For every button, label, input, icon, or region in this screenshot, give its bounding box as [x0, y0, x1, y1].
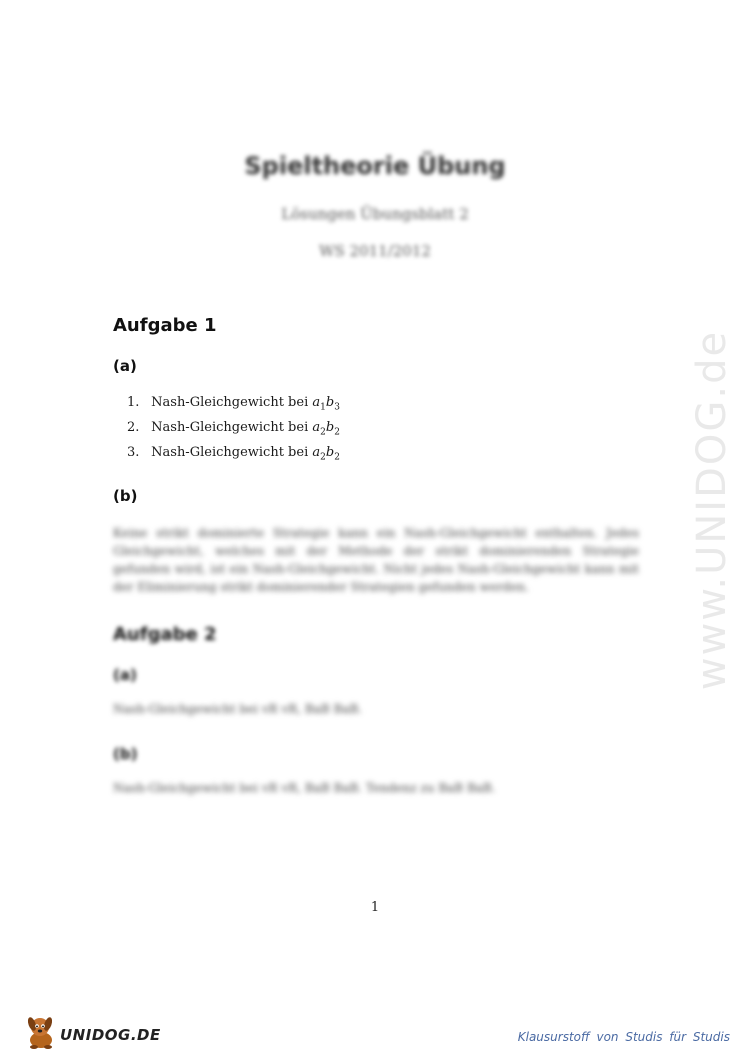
strategy-index: 1 — [320, 402, 326, 413]
list-item-text: Nash-Gleichgewicht bei — [151, 445, 309, 460]
section-heading-aufgabe-1: Aufgabe 1 — [113, 315, 217, 336]
section-heading-aufgabe-2: Aufgabe 2 — [113, 624, 217, 645]
page-number: 1 — [370, 900, 380, 915]
footer-tagline: Klausurstoff von Studis für Studis — [517, 1030, 730, 1044]
strategy-index: 2 — [320, 427, 326, 438]
strategy-symbol: a — [312, 395, 321, 410]
brand-name: UNIDOG.DE — [60, 1026, 161, 1044]
subsection-label-2b: (b) — [113, 745, 138, 763]
strategy-symbol: a — [312, 420, 321, 435]
document-subtitle: Lösungen Übungsblatt 2 — [281, 205, 469, 223]
semester-label: WS 2011/2012 — [319, 242, 431, 260]
subsection-label-2a: (a) — [113, 666, 137, 684]
equilibrium-list — [127, 390, 340, 465]
strategy-symbol: b — [325, 395, 335, 410]
strategy-index: 3 — [334, 402, 340, 413]
answer-2b: Nash-Gleichgewicht bei vR vR, BaB BaB. Tendenz zu BaB BaB. — [113, 781, 496, 795]
strategy-symbol: b — [325, 420, 335, 435]
strategy-index: 2 — [334, 452, 340, 463]
document-title: Spieltheorie Übung — [244, 152, 506, 180]
list-item — [127, 415, 340, 440]
list-item-number: 3. — [127, 445, 140, 460]
list-item-text: Nash-Gleichgewicht bei — [151, 420, 309, 435]
strategy-index: 2 — [334, 427, 340, 438]
watermark-text: www.UNIDOG.de — [689, 329, 735, 691]
strategy-symbol: b — [325, 445, 335, 460]
strategy-index: 2 — [320, 452, 326, 463]
dog-mascot-icon — [24, 1014, 58, 1050]
list-item-number: 1. — [127, 395, 140, 410]
answer-2a: Nash-Gleichgewicht bei vR vR, BaB BaB. — [113, 702, 363, 716]
strategy-symbol: a — [312, 445, 321, 460]
list-item-text: Nash-Gleichgewicht bei — [151, 395, 309, 410]
list-item — [127, 390, 340, 415]
subsection-label-1b: (b) — [113, 487, 138, 505]
paragraph-1b: Keine strikt dominierte Strategie kann ein Nash-Gleichgewicht enthalten. Jedes Gleichgewicht, welches mit der Methode der strikt dominierenden Strategie gefunden wird, ist ein Nash-Gleichgewicht. Nicht jedes Nash-Gleichgewicht kann mit der Eliminierung strikt dominierender Strategien gefunden werden. — [113, 526, 639, 594]
subsection-label-1a: (a) — [113, 357, 137, 375]
unidog-logo[interactable] — [24, 1010, 161, 1050]
list-item — [127, 440, 340, 465]
list-item-number: 2. — [127, 420, 140, 435]
